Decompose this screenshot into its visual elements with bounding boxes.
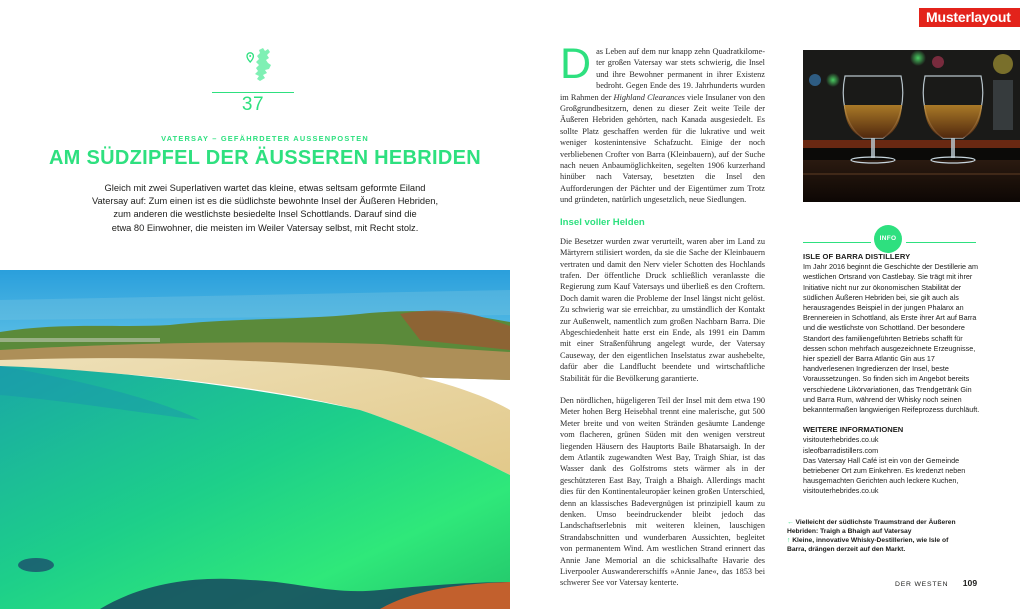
chapter-number-rule — [212, 92, 294, 93]
body-paragraph — [560, 40, 765, 206]
scotland-map-icon — [232, 46, 292, 86]
photo-captions — [787, 518, 967, 554]
section-subhead: Insel voller Helden — [560, 216, 645, 228]
article-headline: AM SÜDZIPFEL DER ÄUSSEREN HEBRIDEN — [48, 147, 482, 169]
body-paragraph: Den nördlichen, hügeligeren Teil der Insel mit dem etwa 190 Meter hohen Berg Heisebhal trennt eine malerische, gut 500 Meter breite und von weiten Stränden gesäumte Landenge vom flacheren, grünen Süden mit den wenigen verstreut liegenden Häusern des Hauptorts Baile Bhatarsaigh. In der dem Atlantik zugewandten West Bay, Traigh Shiar, ist das Wasser dank des Golfstroms stets wärmer als in der geschützteren East Bay, Traigh a Bhaigh. Allerdings macht dies für den Kontinentaleuropäer keinen großen Unterschied, denn an klassisches Badevergnügen ist prinzipiell kaum zu denken. Umso beeindruckender bleibt jedoch das Landschaftserlebnis mit weiteren kleinen, lauschigen Strandabschnitten und wunderbaren Aussichten, begleitet von permanentem Wind. Am westlichen Strand erinnert das Annie Jane Memorial an die schicksalhafte Havarie des Liverpooler Auswandererschiffs »Annie Jane«, das 1853 bei schwerer See vor Vatersay kenterte. — [560, 395, 765, 588]
article-intro — [50, 182, 480, 235]
caption-text: Kleine, innovative Whisky-Destillerien, wie Isle of Barra, drängen derzeit auf den Markt. — [787, 537, 949, 553]
more-info-title: WEITERE INFORMATIONEN — [803, 425, 904, 435]
arrow-up-icon: ↑ — [787, 537, 791, 544]
info-divider-left — [803, 242, 871, 243]
article-kicker: VATERSAY – GEFÄHRDETER AUSSENPOSTEN — [161, 134, 369, 143]
dropcap: D — [560, 40, 592, 88]
beach-photo — [0, 270, 510, 609]
body-paragraph: Die Besetzer wurden zwar verurteilt, waren aber im Land zu Märtyrern stilisiert worden, da sie die Sache der Kleinbauern vertraten und damit den Nerv vieler Schotten des Hochlands trafen. Der öffentliche Druck schließlich veranlasste die Regierung zum Kauf Vatersays und überließ es den Croftern. Doch damit waren die Probleme der Insel längst nicht gelöst. Zu schwierig war sie erreichbar, zu umständlich der Kontakt zur Außenwelt, namentlich zum großen Nachbarn Barra. Die Abgeschiedenheit hatte erst ein Ende, als 1991 ein Damm mit einer Straßenführung angelegt wurde, der Vatersay Causeway, der den eigentlichen Inselstatus zwar aushebelte, dafür aber die Landflucht beendete und wirtschaftliche Stabilität für die Bevölkerung garantierte. — [560, 236, 765, 383]
info-box — [803, 252, 981, 497]
musterlayout-badge: Musterlayout — [919, 8, 1020, 27]
caption — [787, 518, 967, 536]
info-divider-right — [906, 242, 976, 243]
body-text: as Leben auf dem nur knapp zehn Quadratkilome-ter großen Vatersay war stets schwierig, die Insel und ihre Bewohner permanent in ihrer Existenz bedroht. Gegen Ende des 19. Jahrhunderts wurden im Rahmen der — [560, 47, 765, 102]
info-link[interactable]: visitouterhebrides.co.uk — [803, 435, 879, 445]
intro-line: Gleich mit zwei Superlativen wartet das kleine, etwas seltsam geformte Eiland — [104, 183, 426, 193]
whisky-glasses-photo — [803, 50, 1020, 202]
info-box-text: Im Jahr 2016 beginnt die Geschichte der Destillerie am westlichen Ortsrand von Castlebay. Sie trägt mit ihrer Initiative nicht nur zur ökonomischen Stabilität der südlichen Äußeren Hebriden bei, sie gilt auch als herausragendes Beispiel in der jungen Phalanx an Brennereien in Schottland, als Erste ihrer Art auf Barra und die westlichste von Schottland. Der besondere Standort des familiengeführten Betriebs schafft für dessen schon mehrfach ausgezeichnete Erzeugnisse, hier speziell der Barra Atlantic Gin aus 17 handverlesenen Ingredienzen der Insel, beste Voraussetzungen. So finden sich im Angebot bereits verschiedene Likörvariationen, das Trendgetränk Gin und Barra Rum, während der Whisky noch seinen bekanntermaßen langwierigen Reifeprozess durchläuft. — [803, 262, 980, 415]
intro-line: etwa 80 Einwohner, die meisten im Weiler Vatersay selbst, mit Recht stolz. — [111, 222, 419, 233]
arrow-left-icon: ← — [787, 519, 794, 526]
page-number: 109 — [962, 578, 978, 588]
map-pin-icon — [232, 46, 292, 86]
info-link[interactable]: isleofbarradistillers.com — [803, 445, 879, 455]
body-emphasis: Highland Clearances — [613, 92, 685, 102]
caption-text: Vielleicht der südlichste Traumstrand der Äußeren Hebriden: Traigh a Bhaigh auf Vatersay — [787, 519, 956, 535]
section-name: DER WESTEN — [895, 581, 949, 588]
chapter-number: 37 — [241, 94, 265, 115]
info-box-title: ISLE OF BARRA DISTILLERY — [803, 252, 911, 261]
body-text: viele Insulaner von den Großgrundbesitzern, denen zu dieser Zeit weite Teile der Äußeren Hebriden gehörten, nach Kanada ausgesiedelt. Es sollte Platz geschaffen werden für die lukrative und weit weniger kostenintensive Schafzucht. Einige der noch verbliebenen Crofter von Barra (Kleinbauern), auf der Suche nach neuen Anbaumöglichkeiten, segelten 1906 kurzerhand hinüber nach Vatersay, besetzten die Insel den Aufforderungen der Pächter und der Eigentümer zum Trotz und gründeten, natürlich ungesetzlich, neue Siedlungen. — [560, 92, 765, 205]
page-footer — [895, 573, 977, 591]
info-link[interactable]: visitouterhebrides.co.uk — [803, 486, 879, 496]
intro-line: Vatersay auf: Zum einen ist es die südlichste bewohnte Insel der Äußeren Hebriden, — [91, 196, 439, 207]
article-body — [560, 40, 765, 600]
info-badge-icon: INFO — [874, 225, 902, 253]
caption — [787, 536, 967, 554]
intro-line: zum anderen die westlichste besiedelte Insel Schottlands. Darauf sind die — [113, 209, 417, 220]
info-text: Das Vatersay Hall Café ist ein von der Gemeinde betriebener Ort zum Einkehren. Es kredenzt neben hausgemachten Gerichten auch leckere Kuchen, — [803, 455, 966, 486]
